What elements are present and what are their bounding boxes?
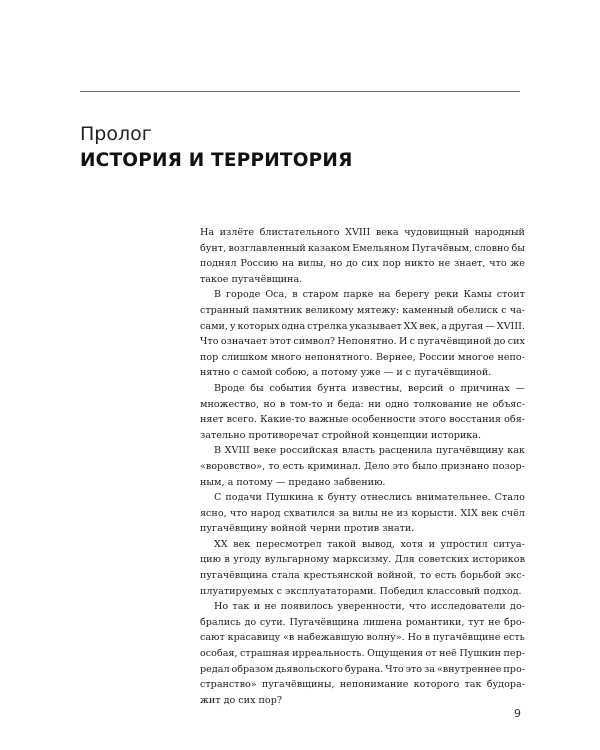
text-line: ясно, что народ схватился за вилы не из корысти. XIX век счёл — [200, 507, 525, 519]
text-line: На излёте блистательного XVIII века чудовищный народный — [200, 227, 525, 238]
text-line: нятно с самой собою, а потому уже — и с пугачёвщиной. — [200, 367, 492, 379]
paragraph — [200, 443, 525, 490]
text-line: С подачи Пушкина к бунту отнеслись внимательнее. Стало — [214, 492, 525, 504]
text-line: сают красавицу «в набежавшую волну». Но в пугачёвщине есть — [200, 632, 525, 644]
text-line: Вроде бы события бунта известны, версий о причинах — — [214, 382, 525, 394]
chapter-kicker: Пролог — [80, 123, 152, 145]
text-line: брались до сути. Пугачёвщина лишена романтики, тут не бро- — [200, 616, 525, 628]
text-line: цию в угоду вульгарному марксизму. Для советских историков — [200, 554, 525, 566]
header-rule — [80, 91, 520, 92]
text-line: особая, страшная ирреальность. Ощущения от неё Пушкин пер- — [200, 648, 525, 660]
paragraph — [200, 490, 525, 537]
text-line: Что означает этот символ? Непонятно. И с пугачёвщиной до сих — [200, 336, 525, 348]
text-line: В XVIII веке российская власть расценила пугачёвщину как — [214, 445, 525, 457]
paragraph — [200, 287, 525, 381]
paragraph — [200, 225, 525, 287]
paragraph — [200, 537, 525, 599]
paragraph — [200, 599, 525, 708]
text-line: В городе Оса, в старом парке на берегу реки Камы стоит — [214, 289, 525, 301]
text-line: «воровство», то есть криминал. Дело это было признано позор- — [200, 460, 525, 472]
text-line: Но так и не появилось уверенности, что исследователи до- — [214, 601, 525, 613]
text-line: поднял Россию на вилы, но до сих пор никто не знает, что же — [200, 258, 525, 270]
paragraph — [200, 381, 525, 443]
text-line: ным, а потому — предано забвению. — [200, 476, 386, 488]
text-line: бунт, возглавленный казаком Емельяном Пугачёвым, словно бы — [200, 242, 525, 254]
text-line: множество, но в том-то и беда: ни одно толкование не объяс- — [200, 398, 525, 410]
text-line: странный памятник великому мятежу: каменный обелиск с ча- — [200, 304, 525, 316]
text-line: няет всего. Какие-то важные особенности этого восстания обя- — [200, 414, 525, 426]
text-line: XX век пересмотрел такой вывод, хотя и упростил ситуа- — [214, 538, 525, 550]
text-line: зательно противоречат стройной концепции историка. — [200, 429, 482, 441]
text-line: такое пугачёвщина. — [200, 273, 303, 285]
text-line: пор слишком много непонятного. Вернее, России многое непо- — [200, 351, 525, 363]
page-number: 9 — [514, 707, 521, 720]
text-line: плуатируемых с эксплуататорами. Победил классовый подход. — [200, 585, 522, 597]
chapter-title: ИСТОРИЯ И ТЕРРИТОРИЯ — [80, 150, 353, 171]
text-line: редал образом дьявольского бурана. Что это за «внутреннее про- — [200, 663, 525, 675]
text-line: пугачёвщина стала крестьянской войной, то есть борьбой экс- — [200, 570, 525, 582]
text-line: жит до сих пор? — [200, 694, 282, 706]
text-line: пугачёвщину войной черни против знати. — [200, 523, 415, 535]
text-line: сами, у которых одна стрелка указывает XX век, а другая — XVIII. — [200, 320, 525, 332]
body-text — [200, 225, 525, 708]
text-line: странство» пугачёвщины, непонимание которого так будора- — [200, 679, 525, 691]
